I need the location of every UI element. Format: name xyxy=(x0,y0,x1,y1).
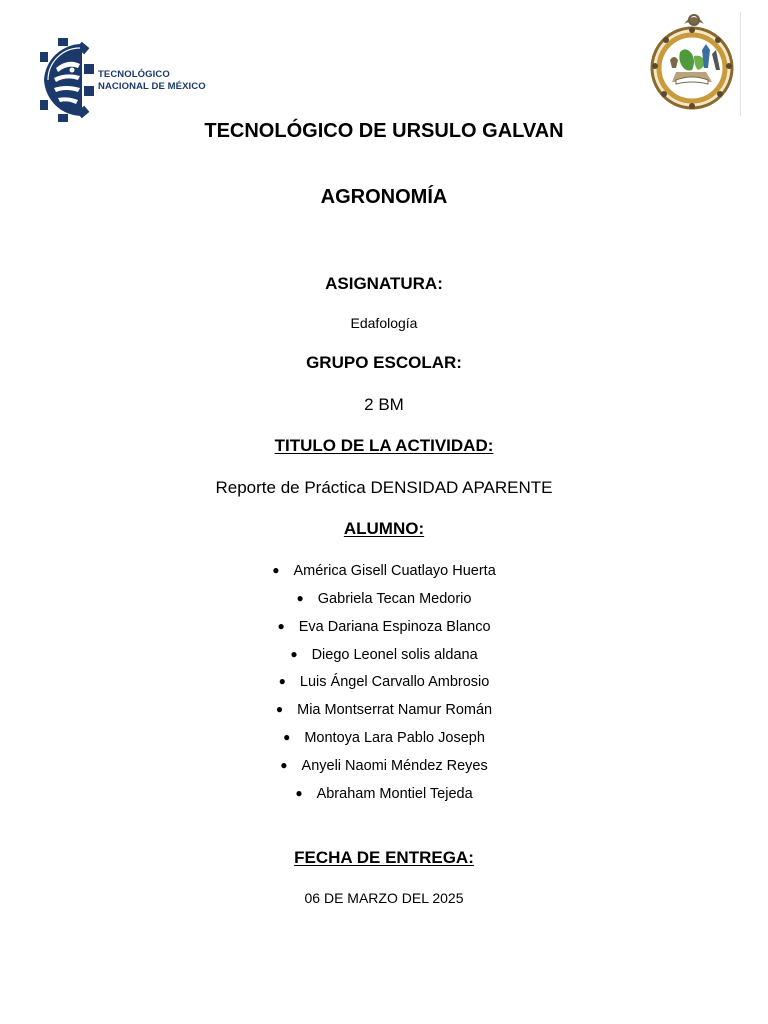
entrega-value: 06 DE MARZO DEL 2025 xyxy=(304,890,464,906)
list-item xyxy=(0,645,768,664)
bullet-icon: ● xyxy=(296,591,304,605)
entrega-label-text: FECHA DE ENTREGA: xyxy=(294,848,474,867)
career-title: AGRONOMÍA xyxy=(320,186,448,208)
student-name: Mia Montserrat Namur Román xyxy=(297,702,493,718)
alumno-label xyxy=(0,519,768,539)
student-name: Luis Ángel Carvallo Ambrosio xyxy=(299,674,490,690)
list-item xyxy=(0,589,768,608)
bullet-icon: ● xyxy=(290,647,298,661)
entrega-label xyxy=(0,848,768,868)
student-name: Abraham Montiel Tejeda xyxy=(316,786,473,802)
alumno-label-text: ALUMNO: xyxy=(343,519,425,538)
list-item xyxy=(0,756,768,775)
itug-crest-icon xyxy=(646,10,742,116)
student-name: Anyeli Naomi Méndez Reyes xyxy=(301,758,488,774)
bullet-icon: ● xyxy=(295,786,303,800)
student-name: Montoya Lara Pablo Joseph xyxy=(304,730,485,746)
asignatura-label: ASIGNATURA: xyxy=(325,274,443,293)
student-name: América Gisell Cuatlayo Huerta xyxy=(293,563,496,579)
page-edge-line xyxy=(740,12,741,116)
bullet-icon: ● xyxy=(272,563,280,577)
actividad-value: Reporte de Práctica DENSIDAD APARENTE xyxy=(215,478,553,497)
list-item xyxy=(0,784,768,803)
bullet-icon: ● xyxy=(283,730,291,744)
actividad-label xyxy=(0,436,768,456)
student-name: Diego Leonel solis aldana xyxy=(311,647,478,663)
bullet-icon: ● xyxy=(278,674,286,688)
list-item xyxy=(0,561,768,580)
list-item xyxy=(0,700,768,719)
tecnm-wordmark-line-2: NACIONAL DE MÉXICO xyxy=(98,80,206,92)
list-item xyxy=(0,672,768,691)
grupo-label: GRUPO ESCOLAR: xyxy=(306,353,462,372)
student-name: Gabriela Tecan Medorio xyxy=(317,591,472,607)
institution-title: TECNOLÓGICO DE URSULO GALVAN xyxy=(204,120,564,142)
grupo-value: 2 BM xyxy=(364,395,404,414)
list-item xyxy=(0,617,768,636)
tecnm-eagle-gear-icon xyxy=(40,38,96,122)
bullet-icon: ● xyxy=(275,702,284,716)
tecnm-wordmark-line-1: TECNOLÓGICO xyxy=(98,69,170,80)
tecnm-wordmark xyxy=(98,69,206,92)
itug-crest-logo xyxy=(646,10,742,116)
list-item xyxy=(0,728,768,747)
bullet-icon: ● xyxy=(280,758,288,772)
asignatura-value: Edafología xyxy=(350,315,418,331)
student-name: Eva Dariana Espinoza Blanco xyxy=(298,619,491,635)
tecnm-logo xyxy=(40,38,210,124)
bullet-icon: ● xyxy=(277,619,285,633)
actividad-label-text: TITULO DE LA ACTIVIDAD: xyxy=(274,436,494,455)
